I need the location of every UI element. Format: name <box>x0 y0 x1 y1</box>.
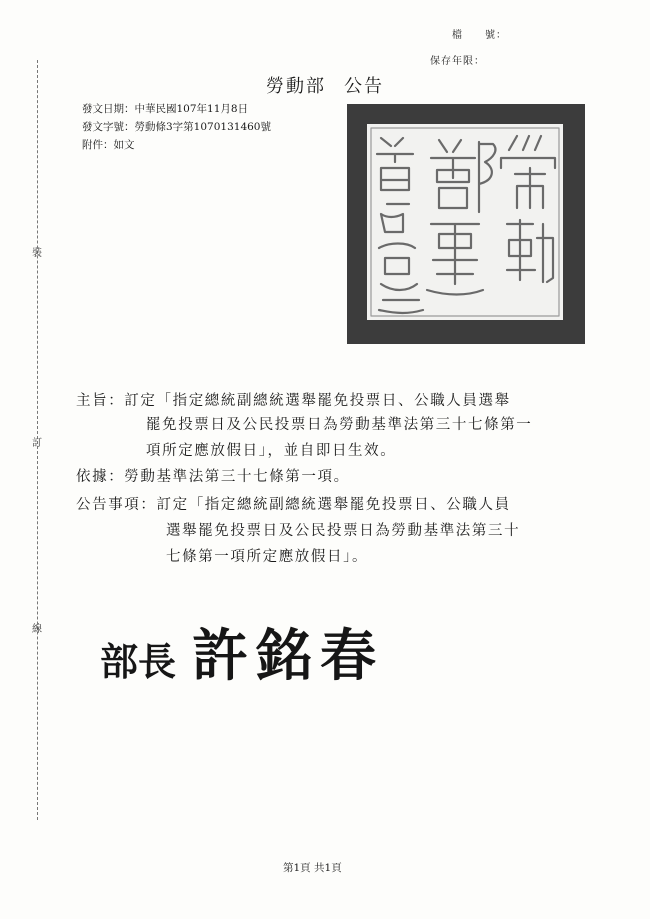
binding-mark-xian: 線 <box>32 624 42 635</box>
meta-date-value: 中華民國107年11月8日 <box>134 103 249 115</box>
signature-title: 部長 <box>100 640 177 684</box>
retention-label: 保存年限： <box>430 56 485 67</box>
announcement-line-2: 選舉罷免投票日及公民投票日為勞動基準法第三十 <box>166 523 521 539</box>
minister-signature <box>100 612 384 692</box>
meta-number <box>82 119 271 134</box>
basis-line: 依據：勞動基準法第三十七條第一項。 <box>76 469 350 485</box>
seal-calligraphy-icon <box>367 124 563 320</box>
meta-number-label: 發文字號： <box>82 121 135 133</box>
meta-attachment <box>82 137 135 152</box>
announcement-line-1: 公告事項：訂定「指定總統副總統選舉罷免投票日、公職人員 <box>76 497 511 513</box>
document-title <box>266 72 384 98</box>
meta-number-value: 勞動條3字第1070131460號 <box>134 121 271 133</box>
meta-attachment-value: 如文 <box>113 139 135 151</box>
page-indicator: 第1頁 共1頁 <box>283 862 342 874</box>
meta-date-label: 發文日期： <box>82 103 135 115</box>
subject-line-3: 項所定應放假日」，並自即日生效。 <box>146 443 397 459</box>
seal-face <box>367 124 563 320</box>
meta-attachment-label: 附件： <box>82 139 114 151</box>
subject-line-2: 罷免投票日及公民投票日為勞動基準法第三十七條第一 <box>146 417 533 433</box>
meta-date <box>82 101 248 116</box>
announcement-line-3: 七條第一項所定應放假日」。 <box>166 549 369 565</box>
subject-line-1: 主旨：訂定「指定總統副總統選舉罷免投票日、公職人員選舉 <box>76 393 511 409</box>
signature-name: 許銘春 <box>192 624 385 689</box>
document-type: 公告 <box>344 76 384 97</box>
binding-mark-zhuang: 裝 <box>32 248 42 259</box>
agency-name: 勞動部 <box>266 76 326 97</box>
file-number-label: 檔 號： <box>452 30 507 41</box>
binding-mark-ding: 訂 <box>32 438 42 449</box>
official-seal <box>347 104 585 344</box>
